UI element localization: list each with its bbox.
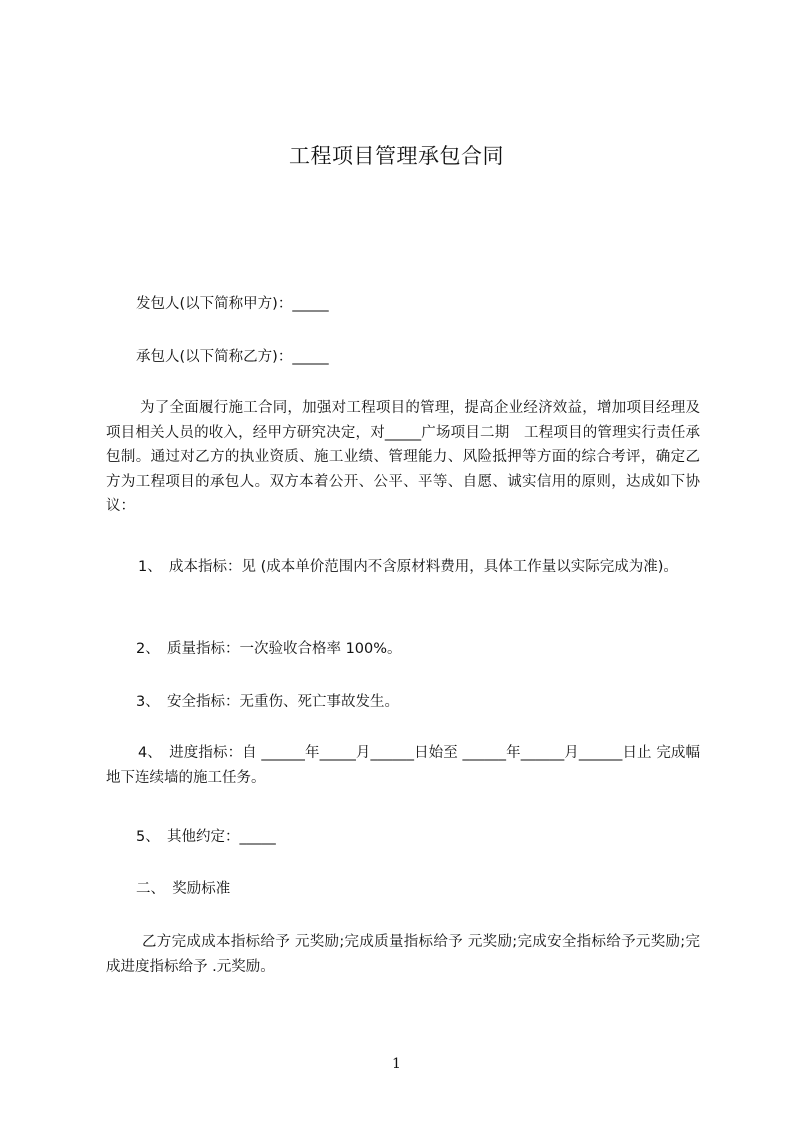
clause-cost-indicator: 1、 成本指标：见 (成本单价范围内不含原材料费用，具体工作量以实际完成为准)。 <box>138 559 678 575</box>
party-b-line: 承包人(以下简称乙方)：_____ <box>136 349 329 365</box>
clause-other-agreement: 5、 其他约定：_____ <box>136 829 276 845</box>
party-a-line: 发包人(以下简称甲方)：_____ <box>136 296 329 312</box>
clause-safety-indicator: 3、 安全指标：无重伤、死亡事故发生。 <box>136 694 399 710</box>
document-title: 工程项目管理承包合同 <box>289 144 504 168</box>
reward-paragraph: 乙方完成成本指标给予 元奖励;完成质量指标给予 元奖励;完成安全指标给予元奖励;完成进度指标给予 .元奖励。 <box>106 934 700 975</box>
section-reward-heading: 二、 奖励标准 <box>136 881 231 897</box>
clause-quality-indicator: 2、 质量指标：一次验收合格率 100%。 <box>136 641 402 657</box>
page-number: 1 <box>392 1056 401 1072</box>
clause-schedule-indicator: 4、 进度指标：自 ______年_____月______日始至 ______年______月______日止 完成幅地下连续墙的施工任务。 <box>106 745 700 786</box>
intro-paragraph: 为了全面履行施工合同，加强对工程项目的管理，提高企业经济效益，增加项目经理及项目相关人员的收入，经甲方研究决定，对_____广场项目二期 工程项目的管理实行责任承包制。通过对乙方的执业资质、施工业绩、管理能力、风险抵押等方面的综合考评，确定乙方为工程项目的承包人。双方本着公开、公平、平等、自愿、诚实信用的原则，达成如下协议： <box>106 400 700 514</box>
